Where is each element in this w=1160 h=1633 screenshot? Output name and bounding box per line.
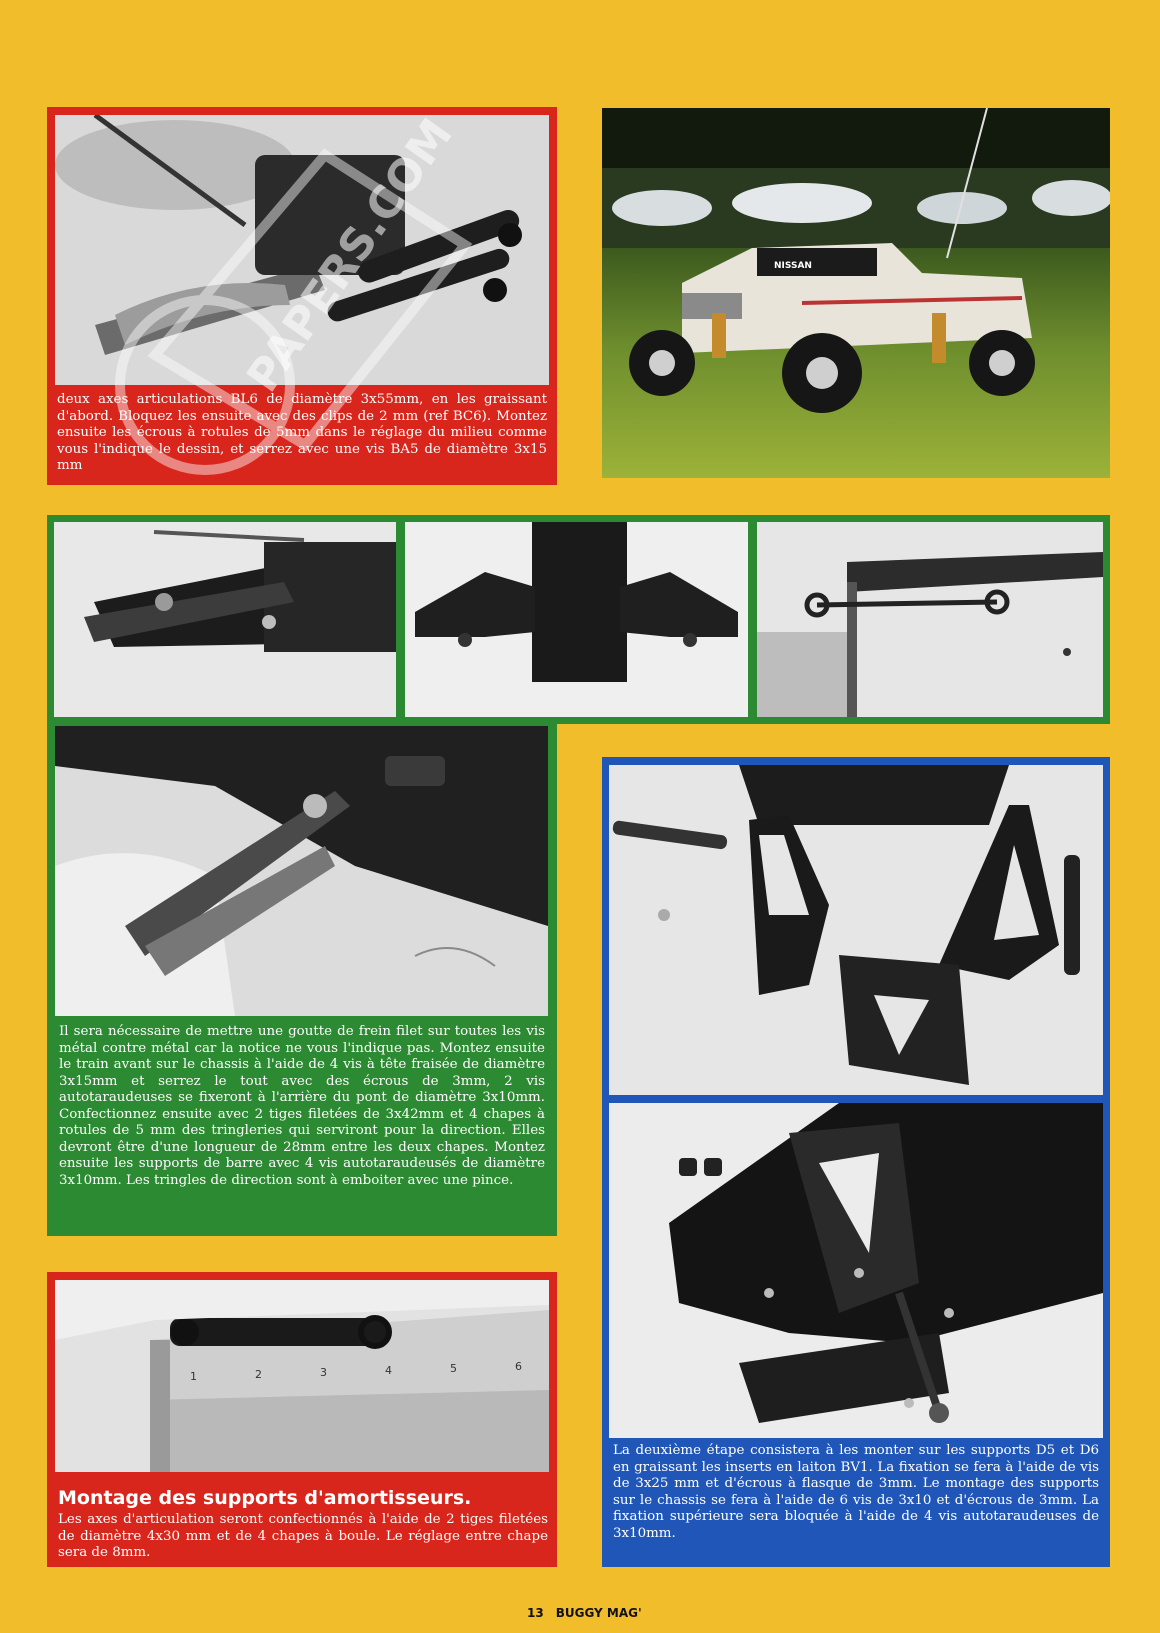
photo-pliers-steering <box>55 726 548 1016</box>
pliers-steering-drawing <box>55 726 548 1016</box>
watermark-text: PAPERS.COM <box>237 109 463 402</box>
ruler-shock-axle-drawing <box>55 1280 549 1472</box>
photo-shock-mounts-assembled <box>609 1103 1103 1438</box>
caption-bottom-left: Les axes d'articulation seront confectionnés à l'aide de 2 tiges filetées de diamètre 4x30 mm et de 4 chapes à boule. Le réglage entre chape sera de 8mm. <box>58 1512 548 1560</box>
panel-bottom-left <box>47 1272 557 1567</box>
page-number: 13 <box>527 1606 544 1620</box>
caption-middle-left: Il sera nécessaire de mettre une goutte de frein filet sur toutes les vis métal contre métal car la notice ne vous l'indique pas. Montez ensuite le train avant sur le chassis à l'aide de 4 vis à tête fraisée de diamètre 3x15mm et serrez le tout avec des écrous de 3mm, 2 vis autotaraudeuses se fixeront à l'arrière du pont de diamètre 3x10mm. Confectionnez ensuite avec 2 tiges filetées de 3x42mm et 4 chapes à rotules de 5 mm des tringleries qui serviront pour la direction. Elles devront être d'une longueur de 28mm entre les deux chapes. Montez ensuite les supports de barre avec 4 vis autotaraudeusés de diamètre 3x10mm. Les tringles de direction sont à emboiter avec une pince. <box>59 1024 545 1188</box>
photo-truck <box>602 108 1110 478</box>
ruler-number-6: 6 <box>515 1360 522 1373</box>
photo-front-axle-top <box>405 522 748 717</box>
photo-shock-mounts-parts <box>609 765 1103 1095</box>
front-axle-top-drawing <box>405 522 748 717</box>
section-heading-shock-mounts: Montage des supports d'amortisseurs. <box>58 1487 472 1509</box>
front-axle-side-drawing <box>54 522 396 717</box>
panel-right <box>602 757 1110 1567</box>
shock-mounts-parts-drawing <box>609 765 1103 1095</box>
photo-ruler-rod <box>757 522 1103 717</box>
panel-middle-strip <box>47 515 1110 724</box>
ruler-number-4: 4 <box>385 1364 392 1377</box>
ruler-number-2: 2 <box>255 1368 262 1381</box>
panel-middle-left <box>47 723 557 1236</box>
magazine-name: BUGGY MAG' <box>555 1606 642 1620</box>
caption-bottom-right: La deuxième étape consistera à les monter sur les supports D5 et D6 en graissant les inserts en laiton BV1. La fixation se fera à l'aide de vis de 3x25 mm et d'écrous à flasque de 3mm. Le montage des supports sur le chassis se fera à l'aide de 6 vis de 3x10 et d'écrous de 3mm. La fixation supérieure sera bloquée à l'aide de 4 vis autotaraudeuses de 3x10mm. <box>613 1443 1099 1541</box>
ruler-number-5: 5 <box>450 1362 457 1375</box>
photo-front-axle-side <box>54 522 396 717</box>
ruler-number-1: 1 <box>190 1370 197 1383</box>
ruler-rod-drawing <box>757 522 1103 717</box>
truck-drawing <box>602 108 1110 478</box>
shock-mounts-assembled-drawing <box>609 1103 1103 1438</box>
page-footer <box>527 1606 654 1620</box>
ruler-number-3: 3 <box>320 1366 327 1379</box>
photo-ruler-shock-axle <box>55 1280 549 1472</box>
caption-top-left: deux axes articulations BL6 de diamètre 3x55mm, en les graissant d'abord. Bloquez les ensuite avec des clips de 2 mm (ref BC6). Montez ensuite les écrous à rotules de 5mm dans le réglage du milieu comme vous l'indique le dessin, et serrez avec une vis BA5 de diamètre 3x15 mm <box>57 392 547 473</box>
watermark-stamp <box>95 95 515 495</box>
truck-brand: NISSAN <box>774 261 812 271</box>
